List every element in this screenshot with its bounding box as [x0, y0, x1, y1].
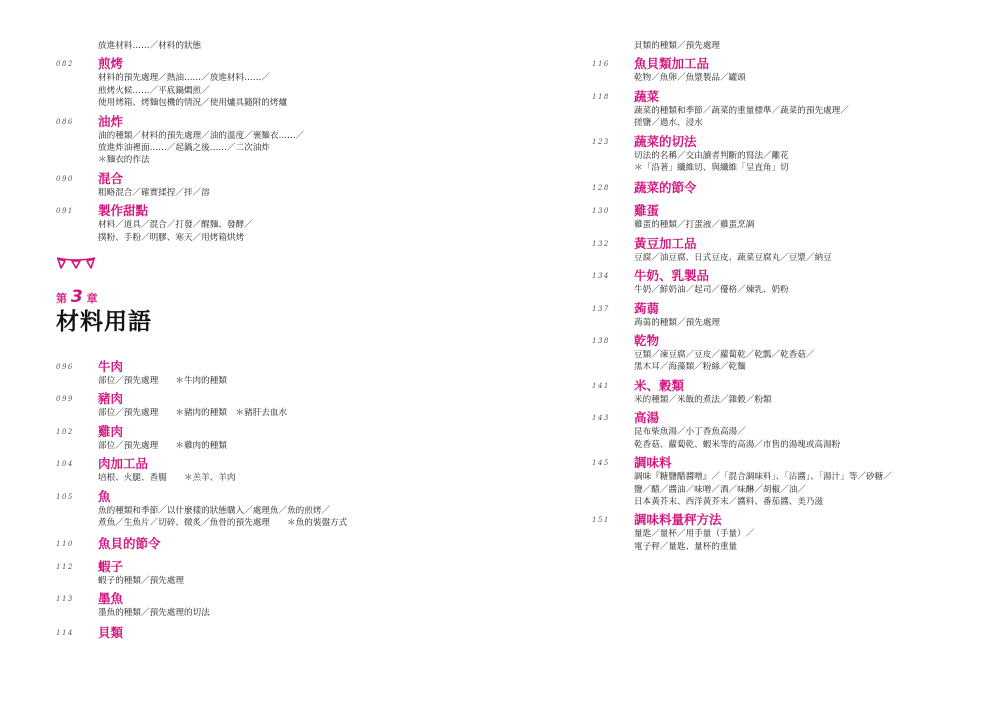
entry-detail-line: 日本黃芥末、西洋黃芥末／醬料、番茄醬、美乃滋	[634, 496, 824, 507]
entry-detail-line: 魚的種類和季節／以什麼樣的狀態購入／處理魚／魚的煎烤／	[98, 505, 331, 516]
toc-entry	[56, 624, 476, 641]
entry-title: 油炸	[98, 113, 124, 129]
chapter-label	[56, 287, 476, 308]
left-page	[56, 40, 476, 647]
entry-title: 製作甜點	[98, 203, 149, 219]
entry-detail-line: 部位／預先處理 ＊豬肉的種類 ＊豬肝去血水	[98, 408, 288, 419]
entry-title: 蔬菜	[634, 88, 660, 104]
entry-detail-line: 蔬菜的種類和季節／蔬菜的重量標準／蔬菜的預先處理／	[634, 105, 849, 116]
page-number: 096	[56, 363, 74, 372]
entry-detail-line: 鹽／醋／醬油／味噌／酒／味醂／胡椒／油／	[634, 484, 806, 495]
entry-title: 雞肉	[98, 423, 124, 439]
entry-detail-line: 雞蛋的種類／打蛋液／雞蛋烹調	[634, 220, 755, 231]
page-number: 118	[592, 92, 610, 101]
toc-entry	[592, 179, 972, 196]
toc-entry	[592, 454, 972, 508]
page-number: 137	[592, 304, 610, 313]
entry-detail-line: 牛奶／鮮奶油／起司／優格／煉乳、奶粉	[634, 285, 789, 296]
entry-detail-line: 使用烤箱、烤麵包機的情況／使用爐具隨附的烤爐	[98, 98, 288, 109]
entry-title: 調味料	[634, 455, 672, 471]
toc-entry	[56, 423, 476, 452]
page-number: 114	[56, 629, 74, 638]
entry-detail-line: 米的種類／米飯的煮法／雜穀／粉類	[634, 394, 772, 405]
entry-detail-line: 搓鹽／過水、浸水	[634, 118, 703, 129]
page-number: 132	[592, 239, 610, 248]
entry-title: 牛奶、乳製品	[634, 268, 710, 284]
page-number: 138	[592, 337, 610, 346]
toc-entry	[592, 88, 972, 130]
toc-entry	[592, 377, 972, 406]
toc-entry	[56, 55, 476, 109]
toc-entry	[56, 170, 476, 199]
entry-title: 煎烤	[98, 56, 124, 72]
toc-list-b	[56, 358, 476, 641]
entry-detail-line: 撲粉、手粉／明膠、寒天／用烤箱烘烤	[98, 232, 245, 243]
entry-title: 米、穀類	[634, 377, 685, 393]
toc-detail-line: 貝類的種類／預先處理	[634, 41, 720, 51]
page-number: 099	[56, 395, 74, 404]
toc-entry	[592, 332, 972, 374]
toc-detail-line: 放進材料……／材料的狀態	[98, 41, 202, 51]
toc-entry	[592, 267, 972, 296]
chapter-suffix: 章	[86, 292, 98, 306]
entry-title: 貝類	[98, 625, 124, 641]
entry-detail-line: ＊麵衣的作法	[98, 155, 150, 166]
entry-detail-line: 墨魚的種類／預先處理的切法	[98, 607, 210, 618]
entry-title: 蝦子	[98, 558, 124, 574]
entry-detail-line: 蒟蒻的種類／預先處理	[634, 317, 720, 328]
entry-detail-line: 豆類／凍豆腐／豆皮／蘿蔔乾／乾瓢／乾香菇／	[634, 350, 815, 361]
page-number: 110	[56, 539, 74, 548]
entry-detail-line: 切法的名稱／交由讀者判斷的寫法／離花	[634, 150, 789, 161]
entry-detail-line: 豆腐／油豆腐、日式豆皮、蔬菜豆腐丸／豆漿／納豆	[634, 252, 832, 263]
page-number: 105	[56, 492, 74, 501]
page-number: 113	[56, 594, 74, 603]
toc-entry	[592, 409, 972, 451]
page-number: 116	[592, 60, 610, 69]
page-number: 086	[56, 117, 74, 126]
toc-list-right	[592, 55, 972, 553]
entry-title: 墨魚	[98, 590, 124, 606]
page-number: 112	[56, 562, 74, 571]
entry-detail-line: 粗略混合／確實揉捏／拌／溶	[98, 187, 210, 198]
entry-title: 蒟蒻	[634, 300, 660, 316]
entry-detail-line: 部位／預先處理 ＊牛肉的種類	[98, 376, 227, 387]
entry-detail-line: 蝦子的種類／預先處理	[98, 575, 184, 586]
toc-entry	[56, 390, 476, 419]
toc-entry	[592, 235, 972, 264]
toc-entry	[592, 300, 972, 329]
entry-title: 乾物	[634, 333, 660, 349]
toc-entry	[592, 55, 972, 84]
toc-continuation	[592, 40, 972, 52]
entry-title: 雞蛋	[634, 203, 660, 219]
chapter-heading	[56, 256, 476, 336]
entry-detail-line: 電子秤／量匙、量杯的重量	[634, 541, 738, 552]
entry-title: 調味料量秤方法	[634, 512, 722, 528]
toc-entry	[592, 511, 972, 553]
chapter-number: 3	[70, 287, 83, 308]
entry-title: 混合	[98, 170, 124, 186]
entry-title: 魚貝類加工品	[634, 56, 710, 72]
bunting-icon	[56, 256, 96, 270]
entry-title: 魚	[98, 488, 111, 504]
entry-detail-line: 乾香菇、蘿蔔乾、蝦米等的高湯／市售的湯塊或高湯粉	[634, 439, 841, 450]
entry-detail-line: 培根、火腿、香腸 ＊羔羊、羊肉	[98, 473, 236, 484]
page-number: 134	[592, 272, 610, 281]
toc-entry	[56, 535, 476, 552]
entry-title: 蔬菜的節令	[634, 180, 697, 196]
toc-entry	[56, 358, 476, 387]
entry-detail-line: 部位／預先處理 ＊雞肉的種類	[98, 440, 227, 451]
toc-list-a	[56, 55, 476, 244]
toc-entry	[56, 113, 476, 167]
entry-detail-line: 調味『糖鹽醋醬噌』／「混合調味料」、「沾醬」、「湯汁」等／砂糖／	[634, 472, 892, 483]
entry-detail-line: 煎烤火候……／平底鍋燜煎／	[98, 85, 210, 96]
entry-title: 豬肉	[98, 391, 124, 407]
right-page	[592, 40, 972, 556]
entry-title: 高湯	[634, 410, 660, 426]
entry-title: 黃豆加工品	[634, 235, 697, 251]
chapter-title: 材料用語	[56, 309, 152, 336]
page-number: 130	[592, 207, 610, 216]
toc-entry	[56, 590, 476, 619]
page-number: 128	[592, 184, 610, 193]
entry-detail-line: 煮魚／生魚片／切碎、微炙／魚骨的預先處理 ＊魚的裝盤方式	[98, 518, 348, 529]
page-number: 141	[592, 381, 610, 390]
page-number: 102	[56, 427, 74, 436]
page-number: 082	[56, 60, 74, 69]
entry-title: 蔬菜的切法	[634, 133, 697, 149]
toc-entry	[56, 488, 476, 530]
toc-entry	[56, 455, 476, 484]
page-number: 123	[592, 137, 610, 146]
page-number: 090	[56, 174, 74, 183]
toc-entry	[592, 133, 972, 175]
entry-detail-line: 黑木耳／海藻類／粉絲／乾麵	[634, 362, 746, 373]
entry-title: 肉加工品	[98, 456, 149, 472]
entry-detail-line: 油的種類／材料的預先處理／油的溫度／裹麵衣……／	[98, 130, 305, 141]
page-number: 143	[592, 414, 610, 423]
page-number: 145	[592, 459, 610, 468]
entry-detail-line: 放進炸油裡面……／起鍋之後……／二次油炸	[98, 143, 270, 154]
entry-detail-line: 量匙／量杯／用手量（手量）／	[634, 529, 755, 540]
entry-detail-line: 材料的預先處理／熱油……／放進材料……／	[98, 73, 270, 84]
toc-entry	[56, 202, 476, 244]
toc-continuation	[56, 40, 476, 52]
entry-title: 魚貝的節令	[98, 535, 161, 551]
toc-entry	[592, 202, 972, 231]
page-number: 091	[56, 207, 74, 216]
chapter-prefix: 第	[56, 292, 67, 306]
entry-detail-line: 乾物／魚卵／魚漿製品／罐頭	[634, 73, 746, 84]
entry-detail-line: ＊「沿著」纖維切、與纖維「呈直角」切	[634, 163, 789, 174]
toc-entry	[56, 558, 476, 587]
entry-detail-line: 材料／道具／混合／打發／醒麵、發酵／	[98, 220, 253, 231]
entry-title: 牛肉	[98, 359, 124, 375]
entry-detail-line: 昆布柴魚湯／小丁香魚高湯／	[634, 427, 746, 438]
page-number: 151	[592, 516, 610, 525]
page-number: 104	[56, 460, 74, 469]
